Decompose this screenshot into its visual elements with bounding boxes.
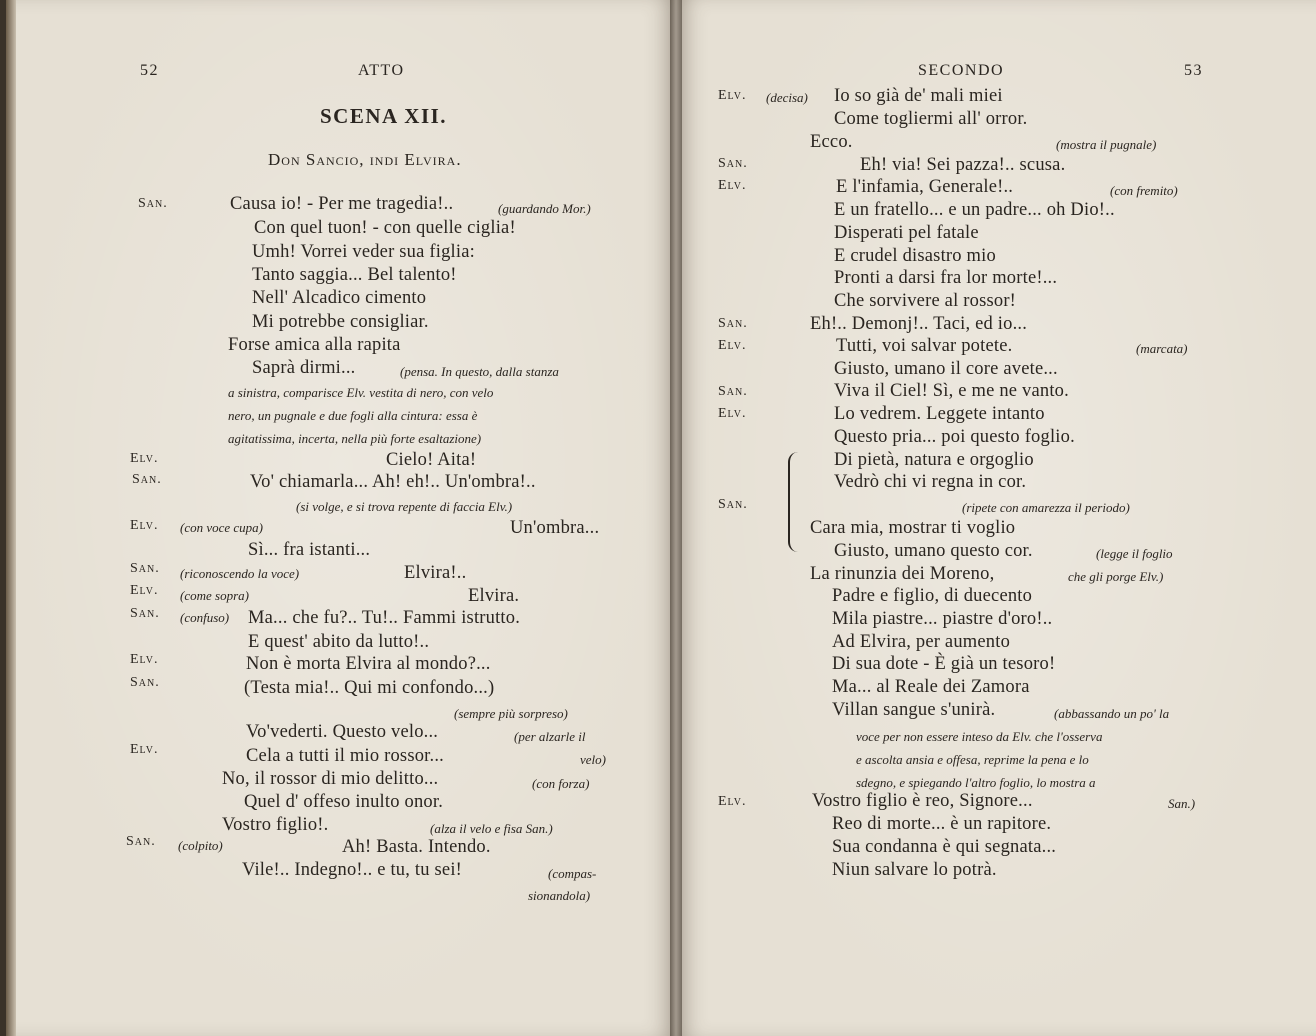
scene-title: SCENA XII. [320,104,448,128]
speaker-label: San. [718,156,748,171]
stage-direction: (con forza) [532,776,590,791]
stage-direction: sdegno, e spiegando l'altro foglio, lo mostra a [856,775,1096,790]
stage-direction: (abbassando un po' la [1054,706,1170,721]
verse-line: Vostro figlio è reo, Signore... [812,791,1033,811]
verse-line: Niun salvare lo potrà. [832,860,997,880]
speaker-label: San. [132,472,162,487]
verse-line: Elvira. [468,586,520,606]
verse-line: Vedrò chi vi regna in cor. [834,472,1027,492]
stage-direction: (si volge, e si trova repente di faccia Elv.) [296,499,513,514]
verse-line: Tanto saggia... Bel talento! [252,265,457,285]
verse-line: E quest' abito da lutto!.. [248,632,430,652]
speaker-label: San. [130,675,160,690]
book-spine [670,0,682,1036]
stage-direction: agitatissima, incerta, nella più forte esaltazione) [228,431,482,446]
speaker-label: Elv. [130,583,159,598]
speaker-label: Elv. [130,652,159,667]
speaker-label: Elv. [718,338,747,353]
speaker-label: Elv. [130,518,159,533]
verse-line: Sua condanna è qui segnata... [832,837,1057,857]
verse-line: Causa io! - Per me tragedia!.. [230,194,454,214]
stage-direction: e ascolta ansia e offesa, reprime la pena e lo [856,752,1089,767]
verse-line: Cara mia, mostrar ti voglio [810,518,1016,538]
stage-direction: nero, un pugnale e due fogli alla cintura: essa è [228,408,478,423]
verse-line: Un'ombra... [510,518,600,538]
verse-line: Saprà dirmi... [252,358,356,378]
stage-direction: (con fremito) [1110,183,1178,198]
verse-line: E un fratello... e un padre... oh Dio!.. [834,200,1115,220]
stage-direction: sionandola) [528,888,591,903]
verse-line: Eh!.. Demonj!.. Taci, ed io... [810,314,1028,334]
verse-line: Di pietà, natura e orgoglio [834,450,1034,470]
speaker-label: San. [718,497,748,512]
speaker-label: Elv. [718,406,747,421]
verse-line: La rinunzia dei Moreno, [810,564,995,584]
verse-brace [788,452,800,552]
verse-line: Ma... al Reale dei Zamora [832,677,1030,697]
stage-direction: (con voce cupa) [180,520,264,535]
verse-line: Villan sangue s'unirà. [832,700,996,720]
page-number: 52 [140,62,159,79]
stage-direction: (colpito) [178,838,223,853]
verse-line: E crudel disastro mio [834,246,996,266]
verse-line: Reo di morte... è un rapitore. [832,814,1052,834]
verse-line: Ecco. [810,132,853,152]
speaker-label: San. [718,316,748,331]
verse-line: Cielo! Aita! [386,450,477,470]
verse-line: Ma... che fu?.. Tu!.. Fammi istrutto. [248,608,521,628]
verse-line: Che sorvivere al rossor! [834,291,1017,311]
stage-direction: (decisa) [766,90,808,105]
verse-line: Mi potrebbe consigliar. [252,312,429,332]
verse-line: Vostro figlio!. [222,815,329,835]
verse-line: Nell' Alcadico cimento [252,288,427,308]
speaker-label: San. [138,196,168,211]
verse-line: Umh! Vorrei veder sua figlia: [252,242,475,262]
verse-line: Disperati pel fatale [834,223,979,243]
verse-line: Viva il Ciel! Sì, e me ne vanto. [834,381,1069,401]
speaker-label: Elv. [718,794,747,809]
verse-line: Sì... fra istanti... [248,540,371,560]
verse-line: Giusto, umano questo cor. [834,541,1033,561]
speaker-label: Elv. [130,451,159,466]
verse-line: Ah! Basta. Intendo. [342,837,491,857]
verse-line: No, il rossor di mio delitto... [222,769,439,789]
verse-line: Con quel tuon! - con quelle ciglia! [254,218,516,238]
stage-direction: (legge il foglio [1096,546,1173,561]
speaker-label: San. [130,561,160,576]
verse-line: Giusto, umano il core avete... [834,359,1058,379]
speaker-label: Elv. [718,178,747,193]
verse-line: E l'infamia, Generale!.. [836,177,1014,197]
verse-line: Elvira!.. [404,563,467,583]
verse-line: Tutti, voi salvar potete. [836,336,1013,356]
verse-line: Questo pria... poi questo foglio. [834,427,1075,447]
page-edge [6,0,16,1036]
verse-line: Vo'vederti. Questo velo... [246,722,439,742]
stage-direction: (mostra il pugnale) [1056,137,1157,152]
verse-line: (Testa mia!.. Qui mi confondo...) [244,678,495,698]
speaker-label: Elv. [718,88,747,103]
speaker-label: San. [718,384,748,399]
verse-line: Ad Elvira, per aumento [832,632,1011,652]
stage-direction: (come sopra) [180,588,249,603]
page-number: 53 [1184,62,1203,79]
verse-line: Padre e figlio, di duecento [832,586,1033,606]
stage-direction: (marcata) [1136,341,1188,356]
running-head: SECONDO [918,62,1005,79]
speaker-label: San. [130,606,160,621]
stage-direction: San.) [1168,796,1196,811]
stage-direction: (per alzarle il [514,729,586,744]
stage-direction: (sempre più sorpreso) [454,706,568,721]
verse-line: Quel d' offeso inulto onor. [244,792,444,812]
speaker-label: Elv. [130,742,159,757]
scene-characters: Don Sancio, indi Elvira. [268,150,462,169]
stage-direction: che gli porge Elv.) [1068,569,1164,584]
stage-direction: (compas- [548,866,597,881]
verse-line: Forse amica alla rapita [228,335,401,355]
stage-direction: (alza il velo e fisa San.) [430,821,553,836]
verse-line: Cela a tutti il mio rossor... [246,746,444,766]
stage-direction: (confuso) [180,610,230,625]
verse-line: Eh! via! Sei pazza!.. scusa. [860,155,1066,175]
stage-direction: voce per non essere inteso da Elv. che l'osserva [856,729,1103,744]
verse-line: Di sua dote - È già un tesoro! [832,654,1056,674]
stage-direction: (guardando Mor.) [498,201,591,216]
verse-line: Come togliermi all' orror. [834,109,1028,129]
stage-direction: velo) [580,752,606,767]
verse-line: Non è morta Elvira al mondo?... [246,654,491,674]
stage-direction: a sinistra, comparisce Elv. vestita di nero, con velo [228,385,494,400]
running-head: ATTO [358,62,405,79]
stage-direction: (riconoscendo la voce) [180,566,300,581]
stage-direction: (pensa. In questo, dalla stanza [400,364,559,379]
speaker-label: San. [126,834,156,849]
verse-line: Pronti a darsi fra lor morte!... [834,268,1058,288]
verse-line: Mila piastre... piastre d'oro!.. [832,609,1053,629]
verse-line: Lo vedrem. Leggete intanto [834,404,1045,424]
verse-line: Io so già de' mali miei [834,86,1003,106]
stage-direction: (ripete con amarezza il periodo) [962,500,1130,515]
verse-line: Vo' chiamarla... Ah! eh!.. Un'ombra!.. [250,472,536,492]
verse-line: Vile!.. Indegno!.. e tu, tu sei! [242,860,463,880]
